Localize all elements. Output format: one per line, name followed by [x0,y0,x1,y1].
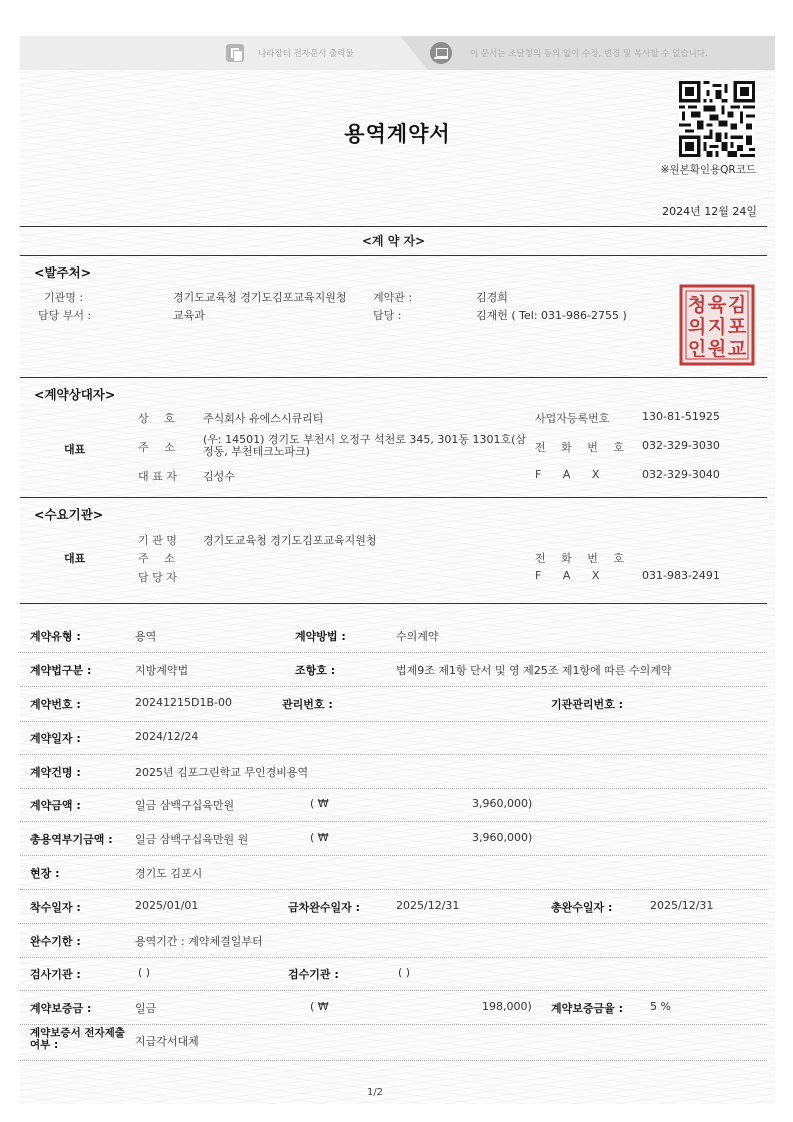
contract-number-value: 20241215D1B-00 [135,696,232,709]
contractor-bizno-label: 사업자등록번호 [535,412,610,425]
seal-glyph: 교 [727,338,747,360]
inspection-agency-value: ( ) [138,966,151,979]
acceptance-agency-value: ( ) [398,966,411,979]
divider [20,255,767,256]
total-amount-currency: ( ₩ [310,831,329,844]
page-number: 1/2 [366,1087,384,1098]
orderer-officer-value: 김경희 [476,291,508,304]
contract-amount-currency: ( ₩ [310,797,329,810]
inspection-agency-label: 검사기관 : [30,968,81,981]
divider [20,889,767,890]
e-submission-label: 계약보증서 전자제출여부 : [30,1027,125,1051]
contract-law-label: 계약법구분 : [30,664,92,677]
acceptance-agency-label: 검수기관 : [288,968,339,981]
contract-name-value: 2025년 김포그린학교 무인경비용역 [135,766,309,779]
deposit-currency: ( ₩ [310,1000,329,1013]
divider [20,603,767,604]
deposit-words: 일금 [135,1002,157,1015]
contractor-address-value: (우: 14501) 경기도 부천시 오정구 석천로 345, 301동 1301호(삼정동, 부천테크노파크) [203,433,527,458]
divider [20,652,767,653]
deposit-rate-label: 계약보증금율 : [551,1002,623,1015]
contract-amount-number: 3,960,000) [472,797,533,810]
seal-glyph: 인 [687,338,707,360]
qr-caption: ※원본확인용QR코드 [660,164,756,176]
contractor-phone-value: 032-329-3030 [642,439,720,452]
divider [20,821,767,822]
contractor-name-label: 상 호 [138,412,181,425]
contract-method-label: 계약방법 : [295,630,346,643]
divider [20,855,767,856]
contract-clause-value: 법제9조 제1항 단서 및 영 제25조 제1항에 따른 수의계약 [396,664,672,677]
start-date-value: 2025/01/01 [135,899,199,912]
divider [20,788,767,789]
e-submission-value: 지급각서대체 [135,1035,199,1048]
deposit-rate-value: 5 % [650,1000,671,1013]
seal-glyph: 포 [727,316,747,338]
orderer-manager-value: 김재헌 ( Tel: 031-986-2755 ) [476,309,627,322]
current-completion-value: 2025/12/31 [396,899,460,912]
banner-right-text: 이 문서는 조달청의 동의 없이 수정, 변경 및 복사할 수 없습니다. [470,49,708,59]
total-amount-words: 일금 삼백구십육만원 원 [135,833,249,846]
divider [20,990,767,991]
orderer-dept-label: 담당 부서 : [38,309,92,322]
divider [20,754,767,755]
demand-address-label: 주 소 [138,552,181,565]
document-date: 2024년 12월 24일 [662,205,757,218]
site-label: 현장 : [30,867,60,880]
contractor-fax-label: F A X [535,468,600,481]
demand-org-value: 경기도교육청 경기도김포교육지원청 [203,534,377,547]
divider [20,226,767,227]
divider [20,1024,767,1025]
orderer-manager-label: 담당 : [373,309,402,322]
contract-number-label: 계약번호 : [30,698,81,711]
banner-left-text: 나라장터 전자문서 출력물 [258,49,354,59]
start-date-label: 착수일자 : [30,901,81,914]
deposit-label: 계약보증금 : [30,1002,92,1015]
official-seal-icon [679,284,755,366]
orderer-dept-value: 교육과 [173,309,205,322]
contract-date-label: 계약일자 : [30,732,81,745]
demand-manager-label: 담 당 자 [138,571,177,584]
orderer-officer-label: 계약관 : [373,291,413,304]
site-value: 경기도 김포시 [135,867,203,880]
divider [20,957,767,958]
divider [20,686,767,687]
contractor-ceo-label: 대 표 자 [138,470,177,483]
contract-date-value: 2024/12/24 [135,730,199,743]
orderer-org-label: 기관명 : [44,291,84,304]
orderer-heading: <발주처> [34,265,92,280]
contract-amount-words: 일금 삼백구십육만원 [135,799,235,812]
document-copy-icon [226,44,244,62]
document-page [20,36,775,1104]
contract-type-value: 용역 [135,630,157,643]
divider [20,497,767,498]
total-completion-value: 2025/12/31 [650,899,714,912]
page-title: 용역계약서 [344,122,451,146]
contract-name-label: 계약건명 : [30,766,81,779]
contract-method-value: 수의계약 [396,630,439,643]
contractor-address-label: 주 소 [138,441,181,454]
divider [20,721,767,722]
deadline-label: 완수기한 : [30,935,81,948]
deadline-value: 용역기간 : 계약체결일부터 [135,935,263,948]
seal-glyph: 의 [687,316,707,338]
divider [20,1060,767,1061]
orderer-org-value: 경기도교육청 경기도김포교육지원청 [173,291,347,304]
seal-glyph: 지 [707,316,727,338]
management-number-label: 관리번호 : [282,698,333,711]
total-amount-label: 총용역부기금액 : [30,833,113,846]
contractor-name-value: 주식회사 유에스시큐리티 [203,412,324,425]
total-completion-label: 총완수일자 : [551,901,613,914]
contract-type-label: 계약유형 : [30,630,81,643]
demand-fax-value: 031-983-2491 [642,569,720,582]
contract-amount-label: 계약금액 : [30,799,81,812]
demand-fax-label: F A X [535,569,600,582]
printer-icon [430,42,452,64]
contractor-ceo-value: 김성수 [203,470,235,483]
deposit-number: 198,000) [482,1000,532,1013]
total-amount-number: 3,960,000) [472,831,533,844]
seal-glyph: 김 [727,294,747,316]
contract-law-value: 지방계약법 [135,664,189,677]
contractor-rep-label: 대표 [64,443,86,456]
institution-management-number-label: 기관관리번호 : [551,698,623,711]
divider [20,377,767,378]
demand-heading: <수요기관> [34,507,104,522]
seal-glyph: 청 [687,294,707,316]
divider [20,923,767,924]
contractor-fax-value: 032-329-3040 [642,468,720,481]
contractor-heading: <계약상대자> [34,387,116,402]
section-title-contracting-parties: <계 약 자> [361,234,426,248]
demand-phone-label: 전 화 번 호 [535,552,630,565]
demand-rep-label: 대표 [64,552,86,565]
contractor-bizno-value: 130-81-51925 [642,410,720,423]
seal-glyph: 육 [707,294,727,316]
contractor-phone-label: 전 화 번 호 [535,441,630,454]
seal-glyph: 원 [707,338,727,360]
contract-clause-label: 조항호 : [295,664,336,677]
current-completion-label: 금차완수일자 : [288,901,360,914]
demand-org-label: 기 관 명 [138,534,177,547]
